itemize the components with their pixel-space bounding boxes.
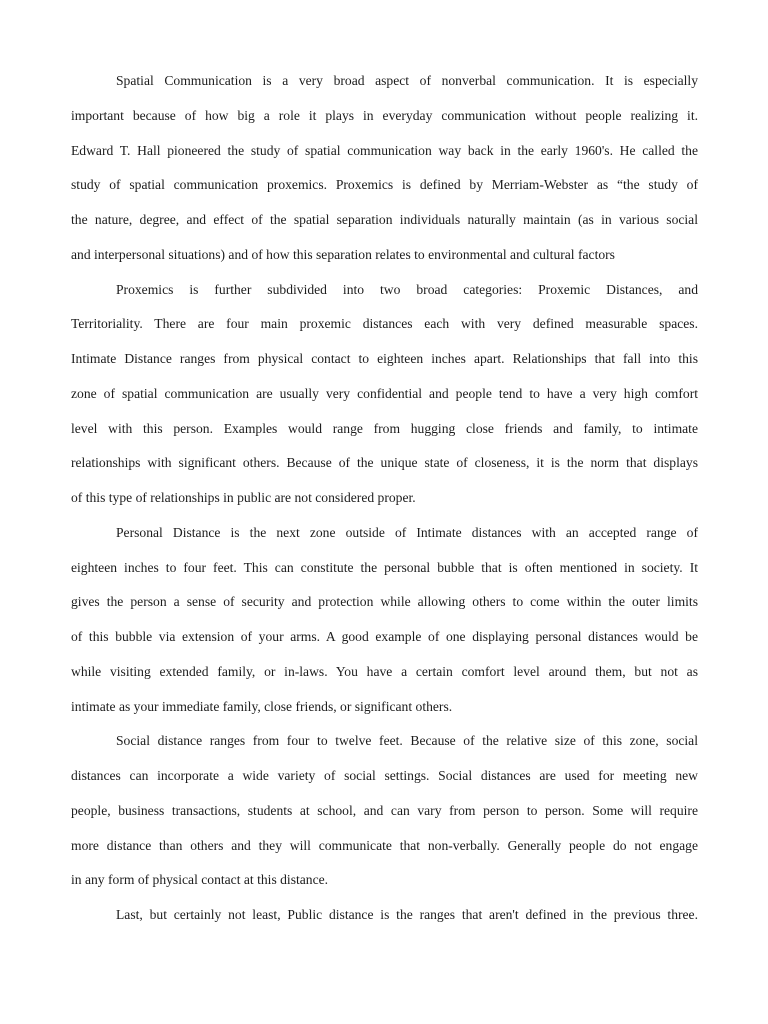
text-line: Intimate Distance ranges from physical contact to eighteen inches apart. Relationships that fall into this [71, 351, 698, 366]
text-line: level with this person. Examples would range from hugging close friends and family, to intimate [71, 420, 698, 436]
text-line: distances can incorporate a wide variety of social settings. Social distances are used for meeting new [71, 768, 698, 783]
text-line: Social distance ranges from four to twelve feet. Because of the relative size of this zone, social [116, 733, 698, 749]
text-line: while visiting extended family, or in-laws. You have a certain comfort level around them, but not as [71, 663, 698, 679]
text-line: and interpersonal situations) and of how this separation relates to environmental and cultural factors [71, 246, 615, 262]
text-line: relationships with significant others. Because of the unique state of closeness, it is the norm that displays [71, 455, 698, 471]
text-line: zone of spatial communication are usually very confidential and people tend to have a very high comfort [71, 385, 698, 401]
text-line: Spatial Communication is a very broad aspect of nonverbal communication. It is especially [116, 73, 698, 88]
document-body [71, 64, 698, 933]
paragraph-public-distance [71, 898, 698, 933]
text-line: more distance than others and they will communicate that non-verbally. Generally people do not engage [71, 837, 698, 853]
paragraph-social-distance [71, 724, 698, 898]
text-line: gives the person a sense of security and protection while allowing others to come within the outer limits [71, 594, 698, 610]
text-line: Proxemics is further subdivided into two broad categories: Proxemic Distances, and [116, 281, 698, 297]
text-line: the nature, degree, and effect of the spatial separation individuals naturally maintain (as in various social [71, 212, 698, 227]
text-line: Territoriality. There are four main proxemic distances each with very defined measurable spaces. [71, 316, 698, 332]
text-line: of this type of relationships in public are not considered proper. [71, 490, 416, 505]
text-line: study of spatial communication proxemics. Proxemics is defined by Merriam-Webster as “the study of [71, 177, 698, 193]
text-line: important because of how big a role it plays in everyday communication without people realizing it. [71, 107, 698, 123]
text-line: intimate as your immediate family, close friends, or significant others. [71, 698, 453, 714]
text-line: Personal Distance is the next zone outside of Intimate distances with an accepted range of [116, 524, 698, 540]
text-line: Last, but certainly not least, Public distance is the ranges that aren't defined in the previous three. [116, 907, 698, 922]
text-line: Edward T. Hall pioneered the study of spatial communication way back in the early 1960's. He called the [71, 142, 698, 158]
text-line: of this bubble via extension of your arms. A good example of one displaying personal distances would be [71, 629, 698, 644]
text-line: eighteen inches to four feet. This can constitute the personal bubble that is often mentioned in society. It [71, 559, 698, 575]
text-line: people, business transactions, students at school, and can vary from person to person. Some will require [71, 802, 698, 818]
text-line: in any form of physical contact at this distance. [71, 872, 329, 888]
paragraph-proxemics [71, 273, 698, 516]
paragraph-spatial-communication [71, 64, 698, 273]
paragraph-personal-distance [71, 516, 698, 725]
